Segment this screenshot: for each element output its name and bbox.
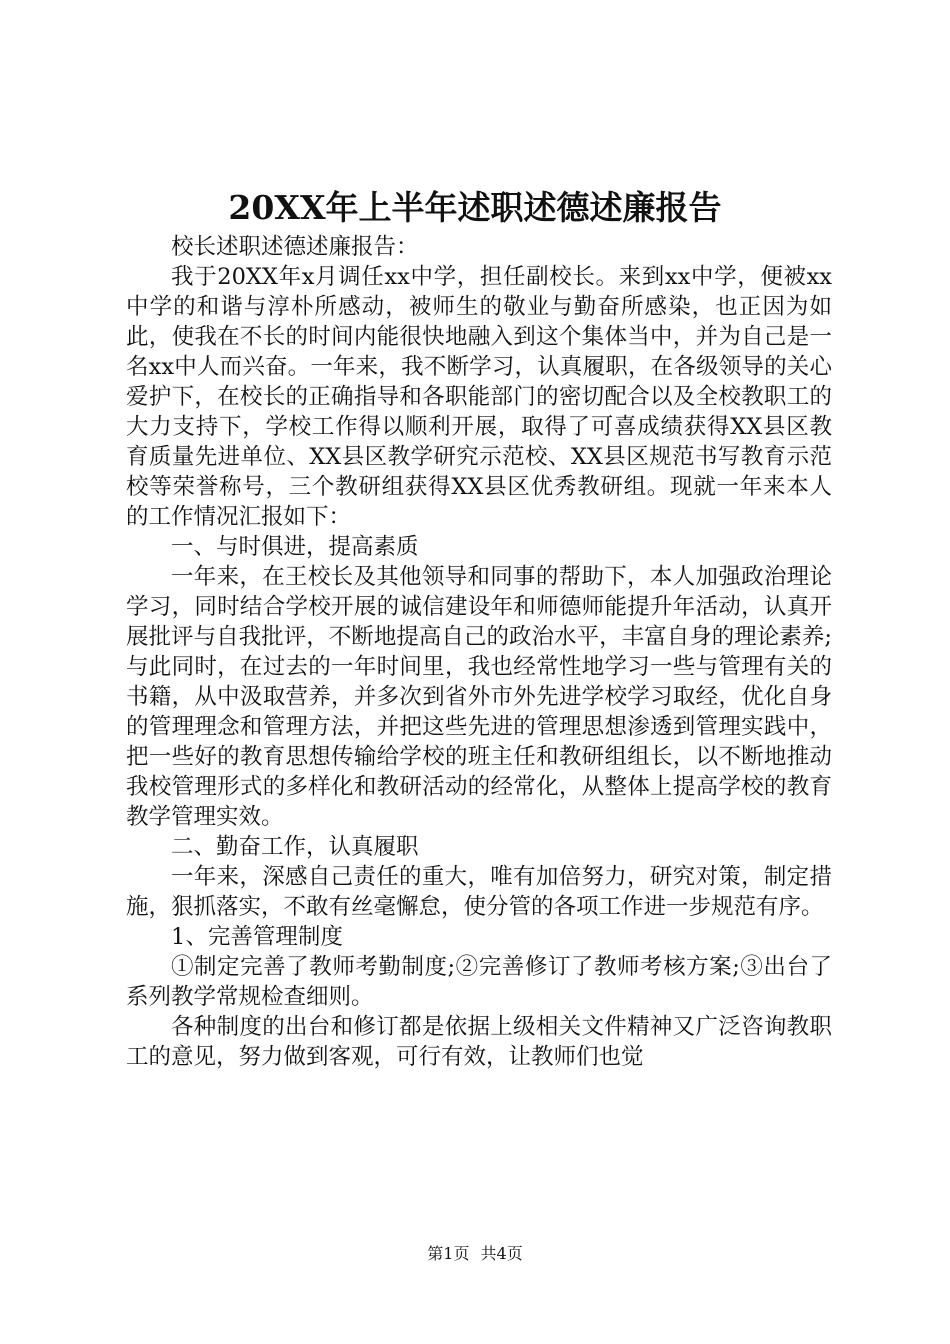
document-body (126, 232, 832, 1072)
document-title: 20XX年上半年述职述德述廉报告 (228, 188, 722, 227)
intro-paragraph: 我于20XX年x月调任xx中学，担任副校长。来到xx中学，便被xx中学的和谐与淳朴所感动，被师生的敬业与勤奋所感染，也正因为如此，使我在不长的时间内能很快地融入到这个集体当中，并为自己是一名xx中人而兴奋。一年来，我不断学习，认真履职，在各级领导的关心爱护下，在校长的正确指导和各职能部门的密切配合以及全校教职工的大力支持下，学校工作得以顺利开展，取得了可喜成绩获得XX县区教育质量先进单位、XX县区教学研究示范校、XX县区规范书写教育示范校等荣誉称号，三个教研组获得XX县区优秀教研组。现就一年来本人的工作情况汇报如下： (126, 264, 832, 530)
subsection-heading-1: 1、完善管理制度 (171, 924, 343, 950)
page-footer (0, 1243, 950, 1265)
page-total: 共4页 (480, 1244, 523, 1263)
salutation-paragraph: 校长述职述德述廉报告： (171, 234, 419, 260)
page-number: 第1页 (427, 1244, 470, 1263)
section-1-paragraph: 一年来，在王校长及其他领导和同事的帮助下，本人加强政治理论学习，同时结合学校开展的诚信建设年和师德师能提升年活动，认真开展批评与自我批评，不断地提高自己的政治水平，丰富自身的理论素养;与此同时，在过去的一年时间里，我也经常性地学习一些与管理有关的书籍，从中汲取营养，并多次到省外市外先进学校学习取经，优化自身的管理理念和管理方法，并把这些先进的管理思想渗透到管理实践中，把一些好的教育思想传输给学校的班主任和教研组组长，以不断地推动我校管理形式的多样化和教研活动的经常化，从整体上提高学校的教育教学管理实效。 (126, 564, 832, 830)
section-heading-1: 一、与时俱进，提高素质 (171, 534, 419, 560)
section-2-paragraph: 一年来，深感自己责任的重大，唯有加倍努力，研究对策，制定措施，狠抓落实，不敢有丝毫懈怠，使分管的各项工作进一步规范有序。 (126, 864, 832, 920)
section-heading-2: 二、勤奋工作，认真履职 (171, 834, 419, 860)
subsection-1-items: ①制定完善了教师考勤制度;②完善修订了教师考核方案;③出台了系列教学常规检查细则。 (126, 954, 832, 1010)
subsection-1-paragraph: 各种制度的出台和修订都是依据上级相关文件精神又广泛咨询教职工的意见，努力做到客观，可行有效，让教师们也觉 (126, 1014, 832, 1070)
